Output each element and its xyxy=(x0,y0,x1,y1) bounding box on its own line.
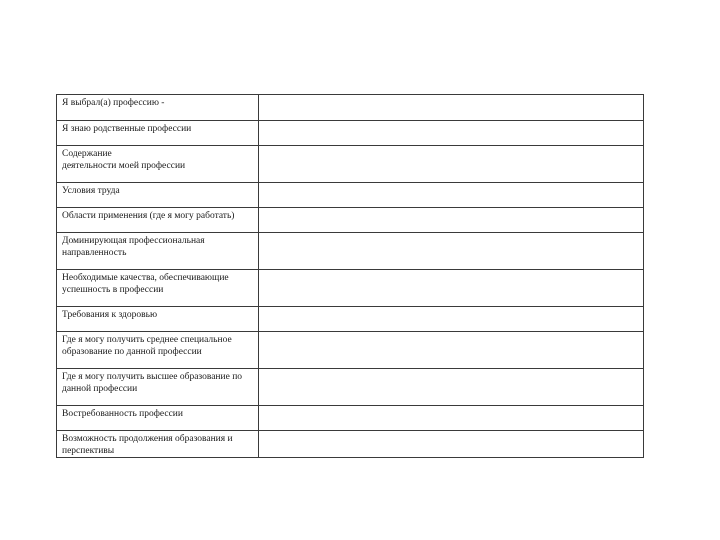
table-row-further-education xyxy=(57,431,644,458)
row-value-cell[interactable] xyxy=(259,307,644,332)
table-row-application-areas xyxy=(57,208,644,233)
row-value-cell[interactable] xyxy=(259,121,644,146)
row-label: Где я могу получить среднее специальное образование по данной профессии xyxy=(57,332,259,369)
row-value-cell[interactable] xyxy=(259,431,644,458)
table-row-activity-content xyxy=(57,146,644,183)
row-label: Области применения (где я могу работать) xyxy=(57,208,259,233)
table-row-dominant-orientation xyxy=(57,233,644,270)
row-label: Я выбрал(а) профессию - xyxy=(57,95,259,121)
row-label: Необходимые качества, обеспечивающие успешность в профессии xyxy=(57,270,259,307)
row-label: Доминирующая профессиональная направленность xyxy=(57,233,259,270)
table-row-working-conditions xyxy=(57,183,644,208)
row-value-cell[interactable] xyxy=(259,332,644,369)
row-label: Требования к здоровью xyxy=(57,307,259,332)
row-label: Возможность продолжения образования и перспективы xyxy=(57,431,259,458)
row-label: Я знаю родственные профессии xyxy=(57,121,259,146)
table-row-related-professions xyxy=(57,121,644,146)
table-row-chosen-profession xyxy=(57,95,644,121)
row-value-cell[interactable] xyxy=(259,146,644,183)
table-row-higher-education xyxy=(57,369,644,406)
row-value-cell[interactable] xyxy=(259,208,644,233)
row-label: Где я могу получить высшее образование по данной профессии xyxy=(57,369,259,406)
table-row-secondary-education xyxy=(57,332,644,369)
table-row-required-qualities xyxy=(57,270,644,307)
table-row-health-requirements xyxy=(57,307,644,332)
row-label: Содержание деятельности моей профессии xyxy=(57,146,259,183)
row-label: Востребованность профессии xyxy=(57,406,259,431)
row-value-cell[interactable] xyxy=(259,270,644,307)
row-value-cell[interactable] xyxy=(259,95,644,121)
row-value-cell[interactable] xyxy=(259,233,644,270)
row-value-cell[interactable] xyxy=(259,369,644,406)
table-row-demand xyxy=(57,406,644,431)
row-label: Условия труда xyxy=(57,183,259,208)
row-value-cell[interactable] xyxy=(259,183,644,208)
row-value-cell[interactable] xyxy=(259,406,644,431)
profession-worksheet-table xyxy=(56,94,644,458)
